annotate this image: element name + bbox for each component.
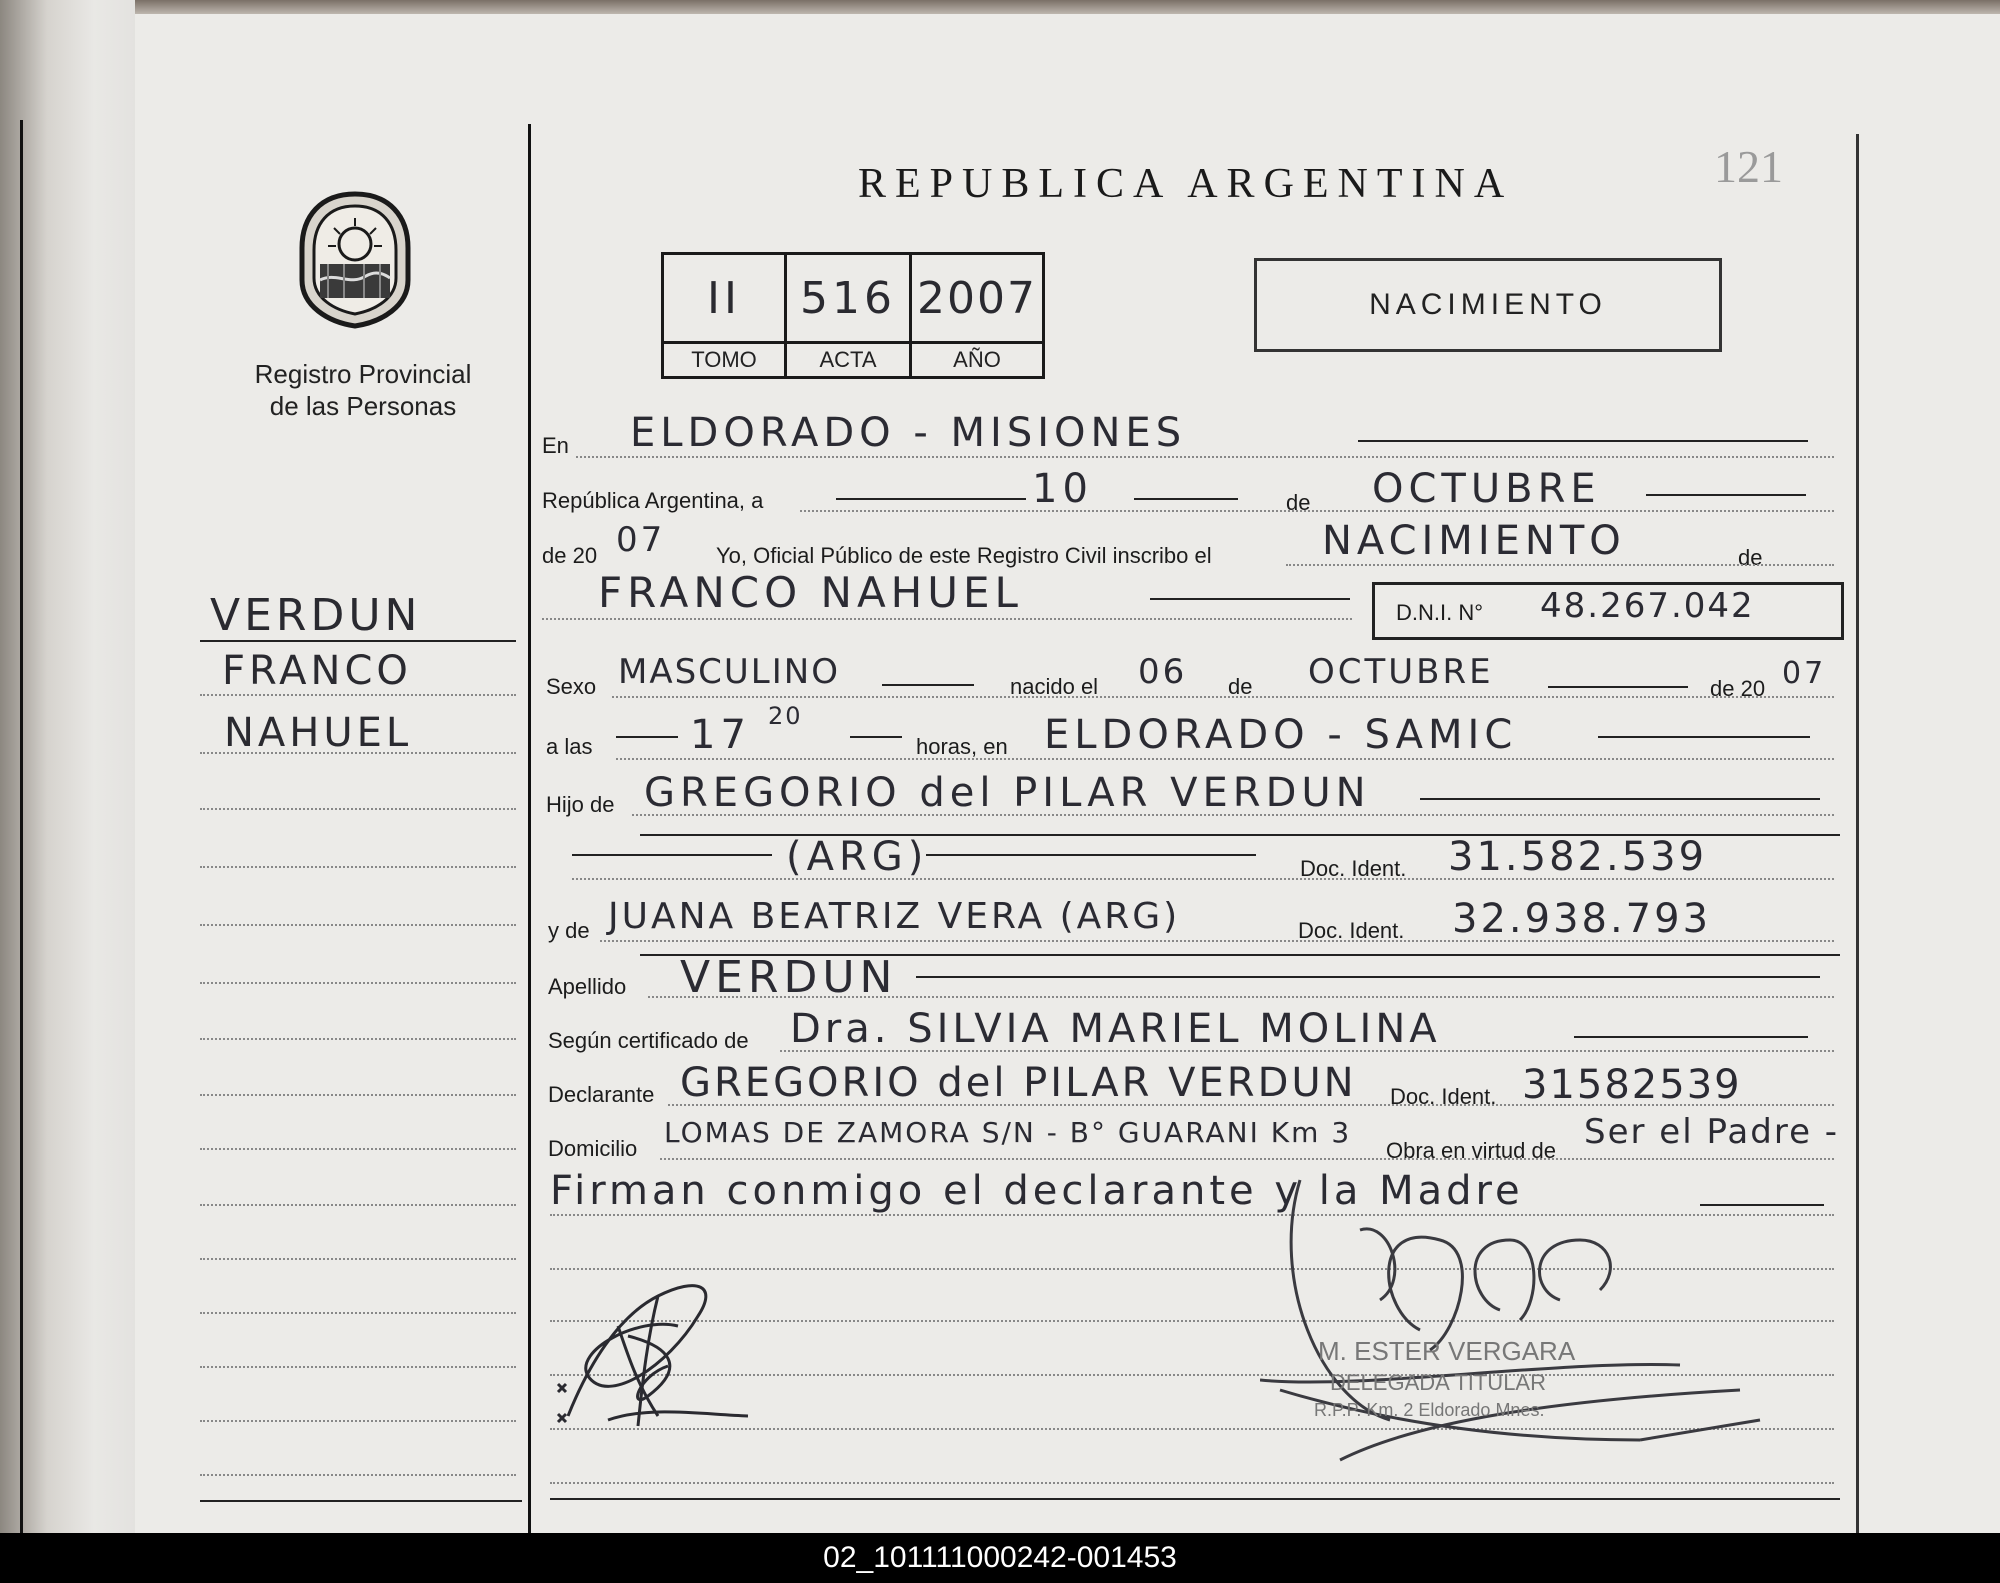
- stub-second-name: NAHUEL: [224, 710, 413, 756]
- stub-dotted-line: [200, 1148, 516, 1150]
- field-observacion: Firman conmigo el declarante y la Madre: [550, 1168, 1524, 1214]
- label-hijo-de: Hijo de: [546, 792, 615, 817]
- label-doc-ident: Doc. Ident.: [1390, 1084, 1497, 1109]
- stub-divider-line: [528, 124, 531, 1533]
- fill-dash: [1420, 798, 1820, 800]
- dotted-line: [800, 510, 1834, 512]
- label-declarante: Declarante: [548, 1082, 655, 1107]
- anio-label: AÑO: [911, 343, 1044, 378]
- label-doc-ident: Doc. Ident.: [1300, 856, 1407, 881]
- dotted-line: [780, 1050, 1834, 1052]
- acta-label: ACTA: [786, 343, 911, 378]
- fill-dash: [616, 736, 678, 738]
- fill-dash: [916, 976, 1820, 978]
- label-en: En: [542, 433, 569, 458]
- field-dni: 48.267.042: [1540, 586, 1755, 626]
- declarant-signature: [548, 1256, 758, 1436]
- label-yo-oficial: Yo, Oficial Público de este Registro Civil inscribo el: [716, 543, 1212, 568]
- label-obra-en-virtud: Obra en virtud de: [1386, 1138, 1556, 1163]
- dotted-line: [600, 940, 1834, 942]
- provincial-seal-logo: [294, 188, 416, 330]
- dotted-line: [648, 996, 1834, 998]
- tomo-value: II: [663, 254, 786, 343]
- fill-dash: [1646, 494, 1806, 496]
- field-certificado: Dra. SILVIA MARIEL MOLINA: [790, 1006, 1441, 1052]
- label-de-20: de 20: [542, 543, 598, 568]
- stub-dotted-line: [200, 694, 516, 696]
- field-sexo: MASCULINO: [618, 652, 840, 692]
- stub-dotted-line: [200, 1204, 516, 1206]
- dotted-line: [668, 1104, 1834, 1106]
- registro-line-2: de las Personas: [269, 391, 457, 421]
- dotted-line: [612, 696, 1834, 698]
- field-declarante-doc: 31582539: [1522, 1062, 1742, 1108]
- fill-dash: [572, 854, 772, 856]
- field-padre-nac: (ARG): [786, 834, 929, 880]
- dotted-line: [576, 456, 1834, 458]
- registro-heading: [228, 358, 498, 422]
- stamp-office: R.P.P. Km. 2 Eldorado Mnes.: [1314, 1400, 1545, 1420]
- stub-surname: VERDUN: [210, 590, 422, 641]
- field-declarante: GREGORIO del PILAR VERDUN: [680, 1060, 1357, 1106]
- fill-dash: [1150, 598, 1350, 600]
- field-lugar-nac: ELDORADO - SAMIC: [1044, 712, 1518, 758]
- field-madre: JUANA BEATRIZ VERA (ARG): [608, 896, 1181, 937]
- book-binding-edge: [0, 0, 2000, 14]
- field-nac-dia: 06: [1138, 652, 1188, 692]
- folio-number: 121: [1714, 141, 1783, 192]
- label-de: de: [1286, 490, 1311, 515]
- field-nombre: FRANCO NAHUEL: [598, 568, 1023, 617]
- fill-dash: [850, 736, 902, 738]
- stub-dotted-line: [200, 1474, 516, 1476]
- label-a-las: a las: [546, 734, 593, 759]
- label-nacido-el: nacido el: [1010, 674, 1099, 699]
- dotted-line: [616, 758, 1834, 760]
- acta-value: 516: [786, 254, 911, 343]
- field-madre-doc: 32.938.793: [1452, 896, 1712, 942]
- fill-dash: [926, 854, 1256, 856]
- dotted-line: [632, 814, 1834, 816]
- stub-dotted-line: [200, 866, 516, 868]
- fill-dash: [1358, 440, 1808, 442]
- fill-dash: [1598, 736, 1810, 738]
- official-signature: [1260, 1160, 1780, 1490]
- registro-line-1: Registro Provincial: [254, 359, 472, 389]
- stub-dotted-line: [200, 808, 516, 810]
- label-domicilio: Domicilio: [548, 1136, 638, 1161]
- label-republica: República Argentina, a: [542, 488, 764, 513]
- fill-dash: [1574, 1036, 1808, 1038]
- field-hora: 17: [690, 712, 751, 758]
- stub-dotted-line: [200, 1258, 516, 1260]
- field-lugar: ELDORADO - MISIONES: [630, 410, 1187, 456]
- field-minutos: 20: [768, 702, 803, 730]
- label-de: de: [1738, 545, 1763, 570]
- label-dni: D.N.I. N°: [1396, 600, 1484, 625]
- registry-reference-table: [661, 252, 1045, 379]
- label-segun-certificado: Según certificado de: [548, 1028, 749, 1053]
- fill-dash: [1134, 498, 1238, 500]
- field-apellido: VERDUN: [680, 952, 898, 1003]
- fill-dash: [836, 498, 1026, 500]
- label-apellido: Apellido: [548, 974, 627, 999]
- anio-value: 2007: [911, 254, 1044, 343]
- field-padre-doc: 31.582.539: [1448, 834, 1708, 880]
- stub-dotted-line: [200, 1420, 516, 1422]
- stub-dotted-line: [200, 1038, 516, 1040]
- field-mes: OCTUBRE: [1372, 466, 1601, 512]
- field-virtud: Ser el Padre -: [1584, 1112, 1840, 1152]
- field-nac-anio-sufijo: 07: [1782, 656, 1827, 691]
- label-doc-ident: Doc. Ident.: [1298, 918, 1405, 943]
- page-title: REPUBLICA ARGENTINA: [858, 161, 1514, 207]
- field-nac-mes: OCTUBRE: [1308, 652, 1494, 692]
- bottom-rule: [550, 1498, 1840, 1500]
- fill-dash: [1548, 686, 1688, 688]
- dotted-line: [572, 878, 1834, 880]
- stub-dotted-line: [200, 1312, 516, 1314]
- stamp-name: M. ESTER VERGARA: [1318, 1336, 1576, 1366]
- fill-dash: [882, 684, 974, 686]
- field-acto: NACIMIENTO: [1322, 518, 1626, 564]
- dotted-line: [1286, 564, 1834, 566]
- stub-dotted-line: [200, 752, 516, 754]
- field-dia: 10: [1032, 466, 1093, 512]
- label-sexo: Sexo: [546, 674, 597, 699]
- stub-dotted-line: [200, 1366, 516, 1368]
- label-y-de: y de: [548, 918, 590, 943]
- document-type-box: NACIMIENTO: [1254, 258, 1722, 352]
- stub-dotted-line: [200, 924, 516, 926]
- stamp-role: DELEGADA TITULAR: [1330, 1370, 1546, 1395]
- tomo-label: TOMO: [663, 343, 786, 378]
- scan-id-footer: 02_101111000242-001453: [0, 1533, 2000, 1583]
- stub-dotted-line: [200, 982, 516, 984]
- field-padre: GREGORIO del PILAR VERDUN: [644, 770, 1371, 816]
- stub-bottom-rule: [200, 1500, 522, 1502]
- right-margin-line: [1856, 134, 1859, 1533]
- gutter-line: [20, 120, 23, 1533]
- label-de: de: [1228, 674, 1253, 699]
- stub-first-name: FRANCO: [222, 648, 412, 694]
- field-domicilio: LOMAS DE ZAMORA S/N - B° GUARANI Km 3: [664, 1116, 1352, 1149]
- dotted-line: [542, 618, 1352, 620]
- field-anio-sufijo: 07: [616, 520, 666, 560]
- stub-dotted-line: [200, 1094, 516, 1096]
- stub-rule: [200, 640, 516, 642]
- label-de-20: de 20: [1710, 676, 1766, 701]
- label-horas-en: horas, en: [916, 734, 1008, 759]
